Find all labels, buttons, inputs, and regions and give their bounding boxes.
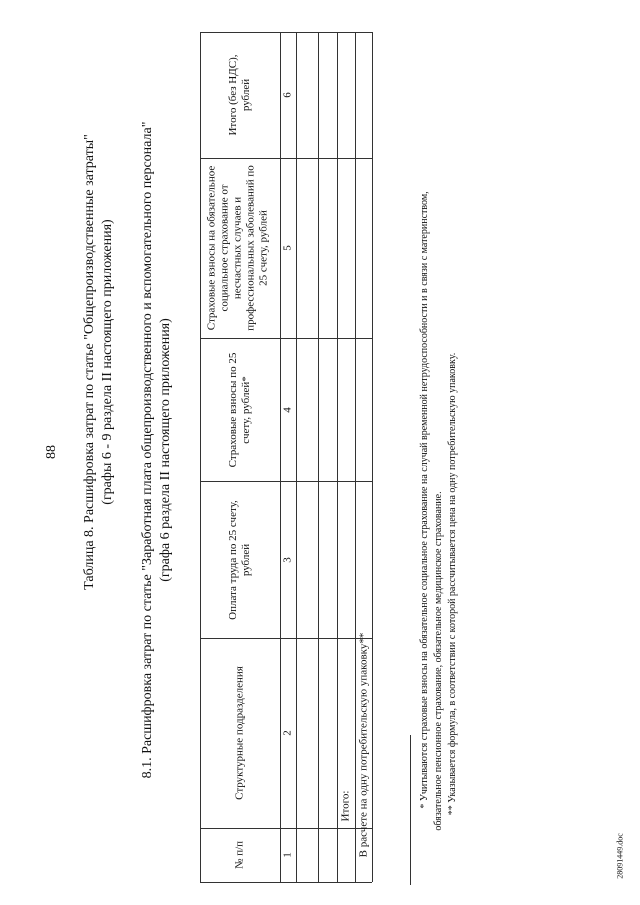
total-row-label: Итого: [339,790,352,822]
column-number: 3 [281,557,294,563]
document-id: 28091449.doc [615,833,625,879]
table-border-top [200,32,372,33]
header-cell-total: Итого (без НДС), рублей [227,54,252,136]
header-cell-salary: Оплата труда по 25 счету, рублей [227,500,252,620]
column-number: 1 [281,852,294,858]
table-divider [200,638,372,639]
table-divider [200,338,372,339]
footnote-2: ** Указывается формула, в соответствии с которой рассчитывается цена на одну потребительскую упаковку. [447,352,458,816]
column-number: 6 [281,92,294,98]
table-row-divider [355,32,356,882]
column-number: 5 [281,245,294,251]
header-cell-number: № п/п [233,840,246,870]
header-cell-insurance: Страховые взносы по 25 счету, рублей* [227,352,252,468]
table-row-divider [337,32,338,882]
table-divider [200,481,372,482]
page-number: 88 [44,445,59,459]
table-border-right [372,32,373,882]
table-border-left [200,32,201,882]
table-border-bottom [200,882,372,883]
table-title-subtitle: (графы 6 - 9 раздела II настоящего приложения) [100,219,115,505]
table-row-divider [296,32,297,882]
column-number: 4 [281,407,294,413]
table-divider [200,158,372,159]
table-row-divider [318,32,319,882]
section-subtitle: (графа 6 раздела II настоящего приложения) [158,318,173,582]
header-cell-subdivisions: Структурные подразделения [233,666,246,800]
column-number: 2 [281,730,294,736]
header-cell-accident-insurance: Страховые взносы на обязательное социальное страхование от несчастных случаев и профессиональных заболеваний по 25 счету, рублей [205,165,270,331]
footnote-1-line-1: * Учитываются страховые взносы на обязательное социальное страхование на случай временной нетрудоспособности и в связи с материнством, [419,191,430,809]
footnote-1-line-2: обязательное пенсионное страхование, обязательное медицинское страхование. [433,491,444,831]
table-divider [200,828,372,829]
table-row-divider [280,32,281,882]
table-title: Таблица 8. Расшифровка затрат по статье "Общепроизводственные затраты" [82,134,97,590]
section-title: 8.1. Расшифровка затрат по статье "Заработная плата общепроизводственного и вспомогательного персонала" [140,121,155,779]
footnote-separator [410,735,411,885]
per-unit-row-label: В расчете на одну потребительскую упаковку** [357,632,370,858]
